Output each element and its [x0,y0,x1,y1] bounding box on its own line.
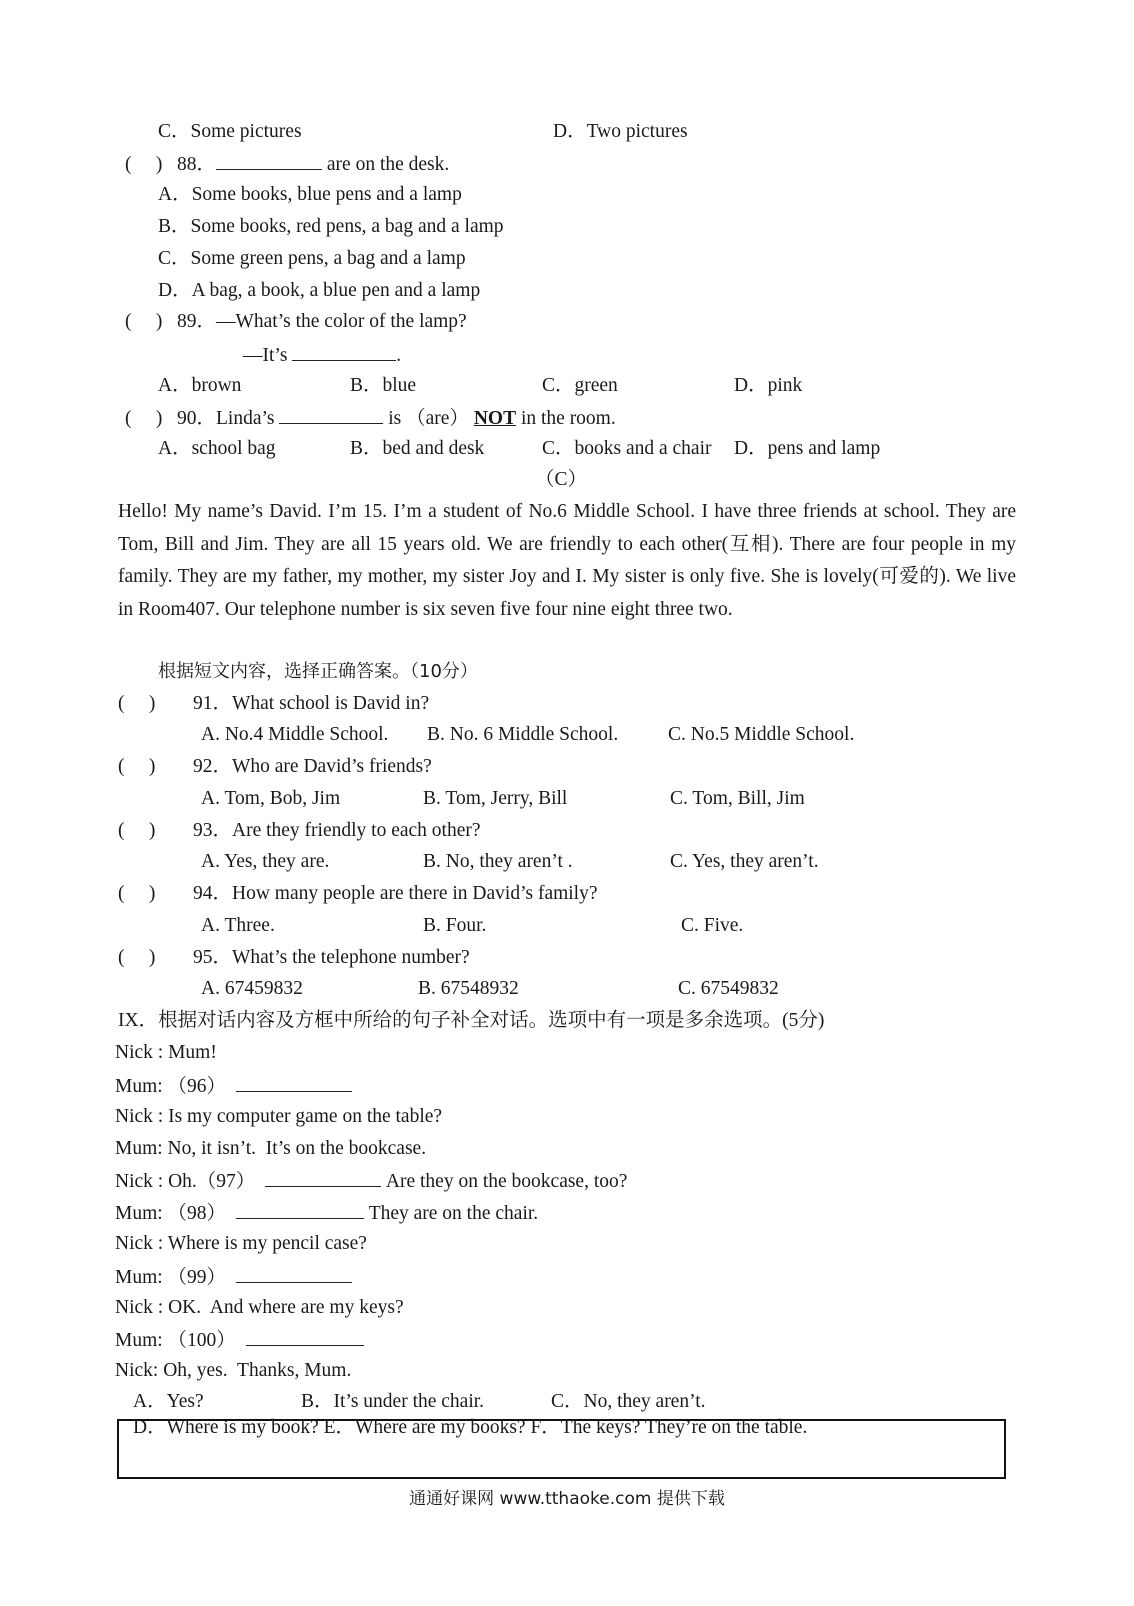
dialogue-text: Nick : Mum! [115,1042,217,1063]
answer-paren[interactable]: ( ) [125,408,163,429]
dialogue-line [115,1105,442,1129]
dialogue-text-tail: Are they on the bookcase, too? [385,1171,628,1192]
q95-stem: 95．What’s the telephone number? [193,947,470,968]
q93-option-a: A. Yes, they are. [201,851,330,872]
dialogue-text: Mum: （100） [115,1330,236,1351]
question-stem: 89．—What’s the color of the lamp? [177,311,467,332]
blank-96[interactable] [236,1073,352,1092]
q91-option-c: C. No.5 Middle School. [668,724,855,745]
q94-option-c: C. Five. [681,915,744,936]
q91-stem: 91．What school is David in? [193,693,430,714]
question-90 [125,405,616,431]
dialogue-text: Nick : Is my computer game on the table? [115,1106,443,1127]
dialogue-line [115,1168,627,1194]
q88-option-a: A．Some books, blue pens and a lamp [158,184,462,205]
footer-source: 通通好课网 www.tthaoke.com 提供下载 [409,1489,725,1509]
answer-suffix: . [396,345,402,366]
q92-paren[interactable]: ( ) [118,756,156,777]
q88-option-c: C．Some green pens, a bag and a lamp [158,248,466,269]
q92-stem: 92．Who are David’s friends? [193,756,432,777]
answer-blank[interactable] [216,151,322,170]
dialogue-line [115,1264,352,1290]
dialogue-line [115,1073,352,1099]
answer-paren[interactable]: ( ) [125,154,163,175]
dialogue-line [115,1200,538,1226]
dialogue-text: Mum: （98） [115,1203,227,1224]
answer-prefix: —It’s [243,345,288,366]
question-stem-tail: in the room. [520,408,616,429]
q94-stem: 94．How many people are there in David’s family? [193,883,598,904]
question-stem: is （are） [388,408,469,429]
q88-option-b: B．Some books, red pens, a bag and a lamp [158,216,504,237]
q94-option-a: A. Three. [201,915,275,936]
blank-100[interactable] [246,1327,364,1346]
q89-option-a: A．brown [158,375,242,396]
q91-paren[interactable]: ( ) [118,693,156,714]
dialogue-line [115,1296,404,1320]
answer-paren[interactable]: ( ) [125,311,163,332]
emphasis-not: NOT [473,408,517,429]
dialogue-text-tail: They are on the chair. [368,1203,539,1224]
question-88 [125,151,449,177]
dialogue-text: Nick : Where is my pencil case? [115,1233,367,1254]
dialogue-text: Mum: （99） [115,1267,227,1288]
q94-option-b: B. Four. [423,915,487,936]
blank-97[interactable] [265,1168,381,1187]
q90-option-b: B．bed and desk [350,438,485,459]
q90-option-c: C．books and a chair [542,438,712,459]
question-89 [125,310,467,334]
question-stem: are on the desk. [326,154,450,175]
q90-option-d: D．pens and lamp [734,438,881,459]
box-option-a: A．Yes? [133,1391,204,1412]
q95-option-c: C. 67549832 [678,978,779,999]
q89-option-c: C．green [542,375,618,396]
q89-answer-line [243,342,401,368]
dialogue-text: Nick: Oh, yes. Thanks, Mum. [115,1360,352,1381]
dialogue-line [115,1137,426,1161]
dialogue-text: Mum: No, it isn’t. It’s on the bookcase. [115,1138,427,1159]
section-c-instruction: 根据短文内容，选择正确答案。（10分） [158,661,478,682]
q92-option-a: A. Tom, Bob, Jim [201,788,341,809]
answer-blank[interactable] [279,405,383,424]
question-number: 90．Linda’s [177,408,275,429]
q95-option-b: B. 67548932 [418,978,519,999]
q95-option-a: A. 67459832 [201,978,303,999]
dialogue-line [115,1041,217,1065]
section-c-label: （C） [535,469,588,490]
dialogue-line [115,1359,351,1383]
q87-option-d: D．Two pictures [553,121,688,142]
dialogue-line [115,1327,364,1353]
q95-paren[interactable]: ( ) [118,947,156,968]
q93-option-c: C. Yes, they aren’t. [670,851,819,872]
box-option-c: C．No, they aren’t. [551,1391,706,1412]
q88-option-d: D．A bag, a book, a blue pen and a lamp [158,280,481,301]
q89-option-d: D．pink [734,375,803,396]
q91-option-a: A. No.4 Middle School. [201,724,389,745]
q92-option-c: C. Tom, Bill, Jim [670,788,805,809]
blank-98[interactable] [236,1200,364,1219]
dialogue-text: Nick : Oh.（97） [115,1171,256,1192]
q87-option-c: C．Some pictures [158,121,302,142]
dialogue-line [115,1232,367,1256]
q91-option-b: B. No. 6 Middle School. [427,724,619,745]
q93-paren[interactable]: ( ) [118,820,156,841]
q94-paren[interactable]: ( ) [118,883,156,904]
q90-option-a: A．school bag [158,438,276,459]
blank-99[interactable] [236,1264,352,1283]
box-options-d-f: D．Where is my book? E．Where are my books? F．The keys? They’re on the table. [133,1417,808,1438]
dialogue-text: Mum: （96） [115,1076,227,1097]
q93-option-b: B. No, they aren’t . [423,851,573,872]
q93-stem: 93．Are they friendly to each other? [193,820,481,841]
reading-passage: Hello! My name’s David. I’m 15. I’m a student of No.6 Middle School. I have three friends at school. They are Tom, Bill and Jim. They are all 15 years old. We are friendly to each other(互相). There are four people in my family. They are my father, my mother, my sister Joy and I. My sister is only five. She is lovely(可爱的). We live in Room407. Our telephone number is six seven five four nine eight three two. [118,501,1016,620]
box-option-b: B．It’s under the chair. [301,1391,485,1412]
question-number: 88． [177,154,217,175]
answer-blank[interactable] [292,342,396,361]
q92-option-b: B. Tom, Jerry, Bill [423,788,568,809]
dialogue-text: Nick : OK. And where are my keys? [115,1297,404,1318]
section-ix-title: IX．根据对话内容及方框中所给的句子补全对话。选项中有一项是多余选项。(5分) [118,1010,825,1031]
q89-option-b: B．blue [350,375,417,396]
